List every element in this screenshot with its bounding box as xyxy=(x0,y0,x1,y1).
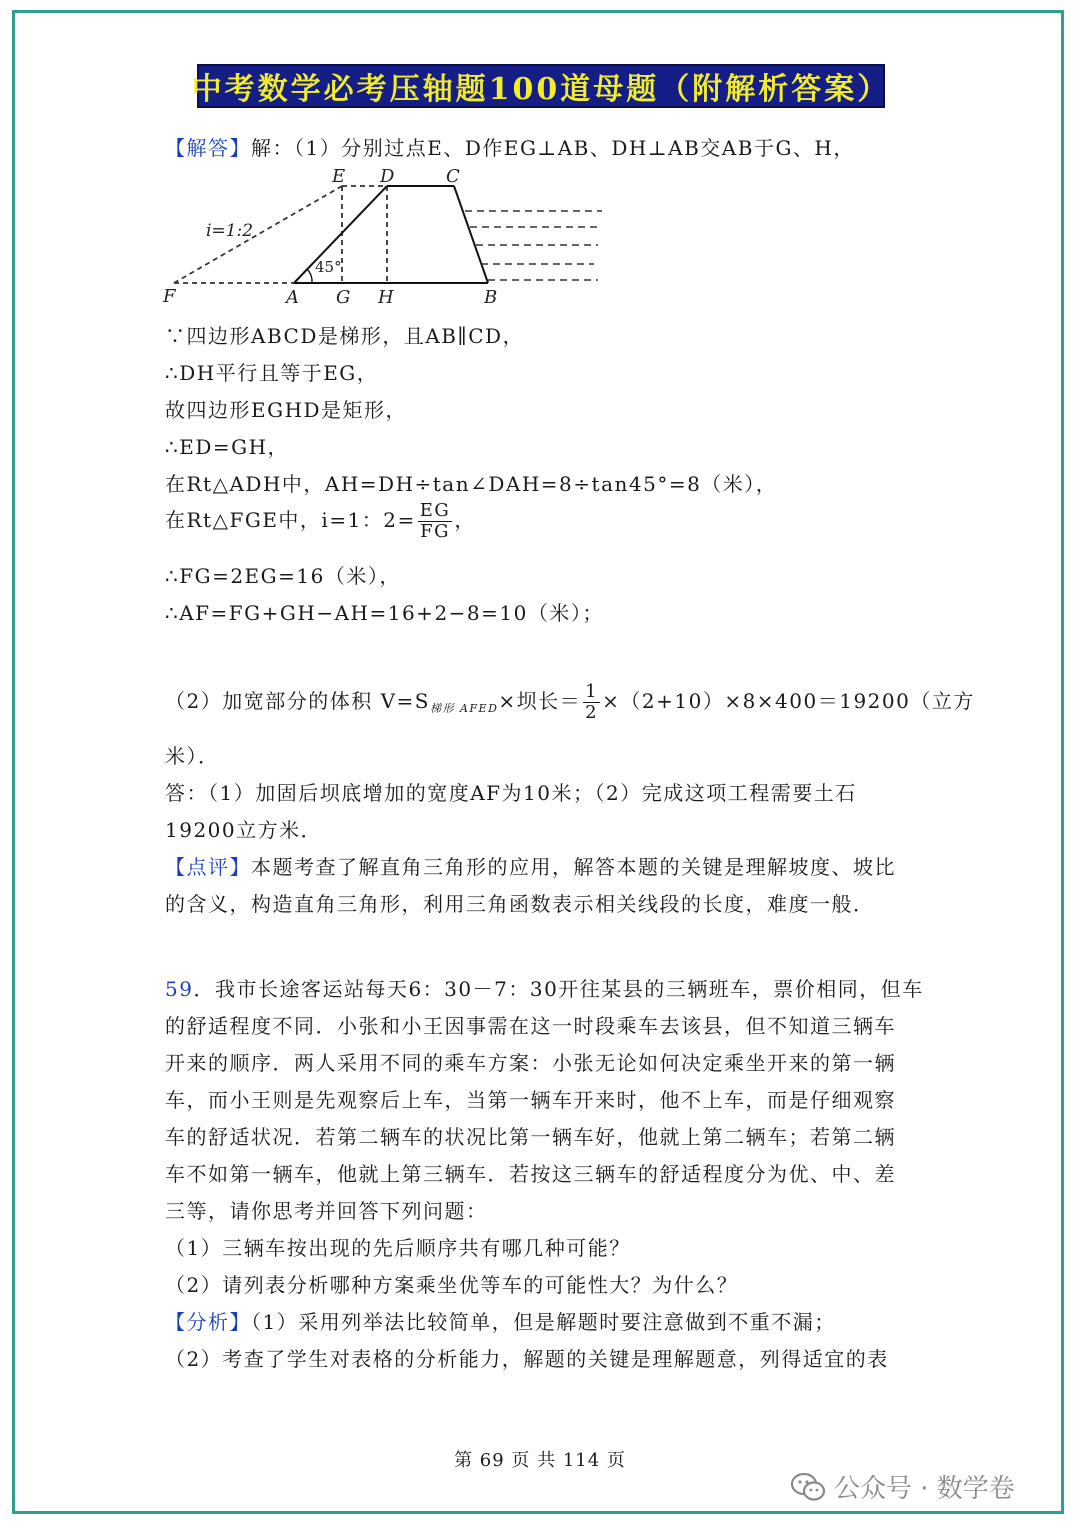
problem59-line-1: 59．我市长途客运站每天6：30－7：30开往某县的三辆班车，票价相同，但车 xyxy=(165,977,924,1001)
solution-line-6: 在Rt△ADH中，AH=DH÷tan∠DAH=8÷tan45°=8（米）， xyxy=(165,472,778,496)
label-a: A xyxy=(286,287,299,308)
solution-line-1: 【解答】解：（1）分别过点E、D作EG⊥AB、DH⊥AB交AB于G、H， xyxy=(165,136,855,160)
label-b: B xyxy=(484,287,498,308)
solution-line-3: ∴DH平行且等于EG， xyxy=(165,361,379,385)
fraction-eg-fg: $\frac{EG}{FG}$ xyxy=(419,500,451,542)
problem59-question-1: （1）三辆车按出现的先后顺序共有哪几种可能？ xyxy=(165,1236,631,1260)
label-g: G xyxy=(336,287,351,308)
angle-arc xyxy=(307,269,312,283)
problem-number: 59 xyxy=(165,977,194,1001)
angle-label: 45° xyxy=(315,258,342,276)
analysis-line-1: 【分析】（1）采用列举法比较简单，但是解题时要注意做到不重不漏； xyxy=(165,1310,836,1334)
trapezoid-dam-figure xyxy=(160,160,620,310)
label-e: E xyxy=(332,166,346,187)
problem59-line-7: 三等，请你思考并回答下列问题： xyxy=(165,1199,488,1223)
cb-side xyxy=(454,186,488,283)
problem59-line-4: 车，而小王则是先观察后上车，当第一辆车开来时，他不上车，而是仔细观察 xyxy=(165,1088,896,1112)
watermark-text: 公众号 · 数学卷 xyxy=(834,1474,1015,1504)
comment-tag: 【点评】 xyxy=(165,855,251,879)
solution-part2: （2）加宽部分的体积 $V=S_{梯形 AFED}\times$坝长＝ $\frac{1}{2}$ ×（2+10）×8×400＝19200（立方 xyxy=(165,681,975,723)
comment-line-2: 的含义，构造直角三角形，利用三角函数表示相关线段的长度，难度一般． xyxy=(165,892,875,916)
analysis-tag: 【分析】 xyxy=(165,1310,251,1334)
fraction-one-half: $\frac{1}{2}$ xyxy=(585,681,599,723)
solution-line-9: ∴AF=FG+GH−AH=16+2−8=10（米）； xyxy=(165,601,604,625)
solution-line-4: 故四边形EGHD是矩形， xyxy=(165,398,408,422)
solution-tag: 【解答】 xyxy=(165,136,251,160)
analysis-line-2: （2）考查了学生对表格的分析能力，解题的关键是理解题意，列得适宜的表 xyxy=(165,1347,889,1371)
solution-line-2: ∵四边形ABCD是梯形，且AB∥CD， xyxy=(165,324,525,348)
answer-line-2: 19200立方米． xyxy=(165,818,323,842)
solution-line-7: 在Rt△FGE中，i=1：2= $\frac{EG}{FG}$ ， xyxy=(165,500,476,542)
problem59-line-3: 开来的顺序．两人采用不同的乘车方案：小张无论如何决定乘坐开来的第一辆 xyxy=(165,1051,896,1075)
answer-line-1: 答：（1）加固后坝底增加的宽度AF为10米；（2）完成这项工程需要土石 xyxy=(165,781,857,805)
watermark xyxy=(790,1468,1015,1505)
comment-line-1: 【点评】本题考查了解直角三角形的应用，解答本题的关键是理解坡度、坡比 xyxy=(165,855,896,879)
problem59-line-2: 的舒适程度不同．小张和小王因事需在这一时段乘车去该县，但不知道三辆车 xyxy=(165,1014,896,1038)
wechat-icon xyxy=(790,1472,826,1502)
title-banner xyxy=(191,64,891,108)
label-d: D xyxy=(380,166,395,187)
slope-label: i=1:2 xyxy=(206,221,254,241)
page-footer: 第 69 页 共 114 页 xyxy=(454,1450,626,1471)
label-f: F xyxy=(163,286,176,307)
solution-line-8: ∴FG=2EG=16（米）， xyxy=(165,564,401,588)
problem59-question-2: （2）请列表分析哪种方案乘坐优等车的可能性大？为什么？ xyxy=(165,1273,739,1297)
problem59-line-6: 车不如第一辆车，他就上第三辆车．若按这三辆车的舒适程度分为优、中、差 xyxy=(165,1162,896,1186)
solution-part2-cont: 米）． xyxy=(165,744,220,768)
label-c: C xyxy=(446,166,460,187)
solution-line-5: ∴ED=GH， xyxy=(165,435,290,459)
label-h: H xyxy=(378,287,394,308)
page-title: 中考数学必考压轴题100道母题（附解析答案） xyxy=(191,72,891,107)
problem59-line-5: 车的舒适状况．若第二辆车的状况比第一辆车好，他就上第二辆车；若第二辆 xyxy=(165,1125,896,1149)
